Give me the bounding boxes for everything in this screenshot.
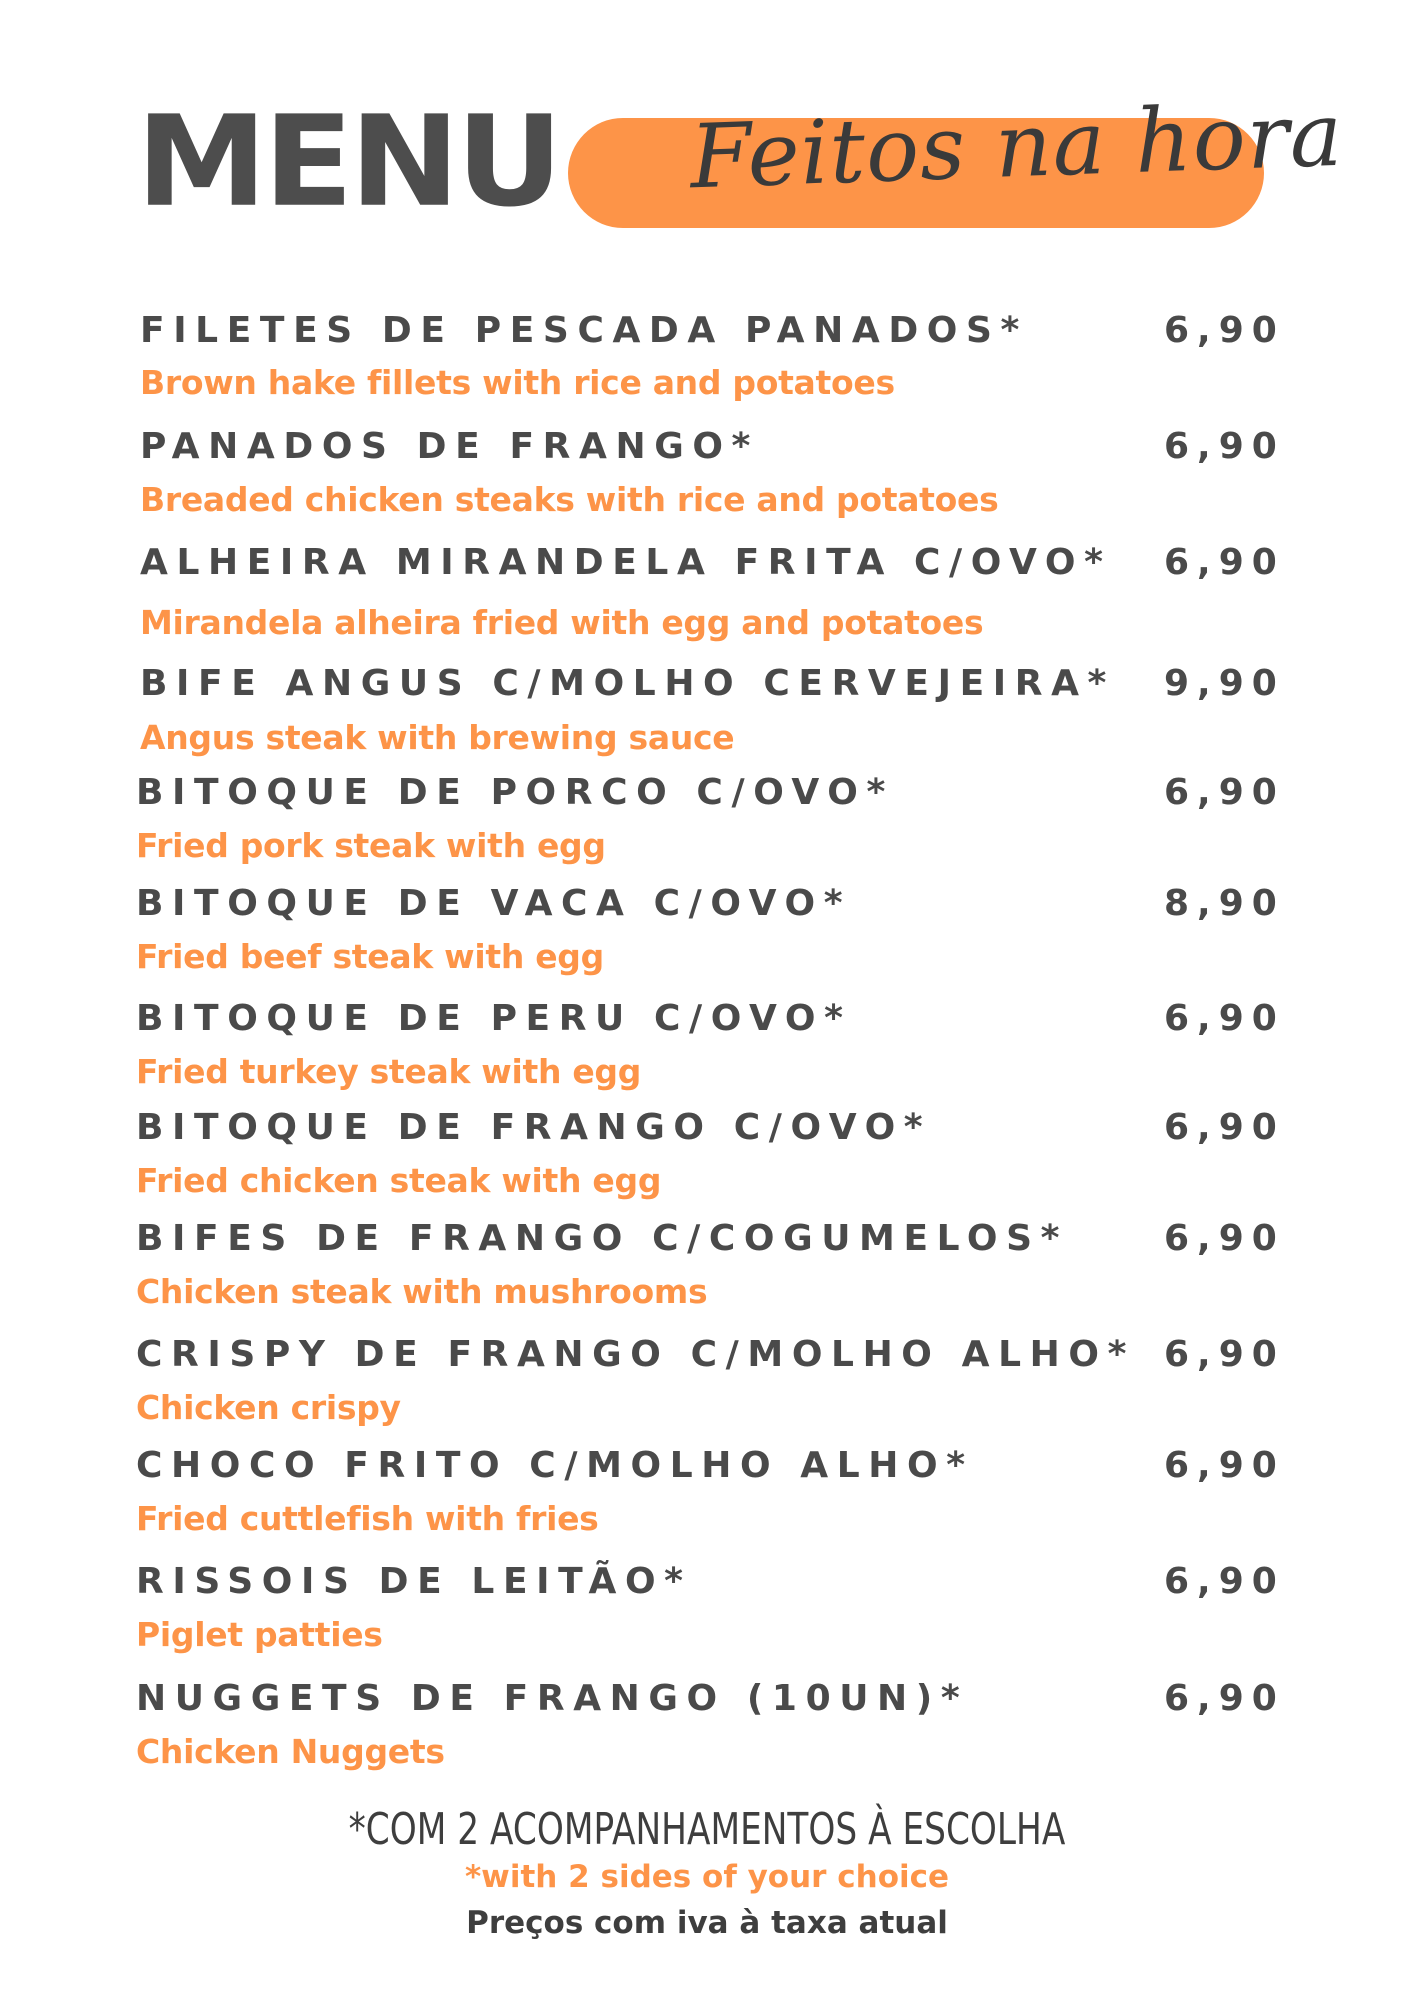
tagline: Feitos na hora [688, 82, 1345, 209]
item-description: Fried turkey steak with egg [136, 1052, 642, 1091]
item-price: 6,90 [1164, 310, 1285, 351]
item-name: ALHEIRA MIRANDELA FRITA C/OVO* [140, 542, 1112, 583]
item-description: Fried pork steak with egg [136, 826, 606, 865]
item-price: 6,90 [1164, 1107, 1285, 1148]
item-description: Chicken crispy [136, 1388, 401, 1427]
item-name: NUGGETS DE FRANGO (10UN)* [136, 1678, 969, 1719]
tax-note: Preços com iva à taxa atual [466, 1905, 948, 1941]
item-price: 6,90 [1164, 426, 1285, 467]
item-name: CRISPY DE FRANGO C/MOLHO ALHO* [136, 1334, 1136, 1375]
item-description: Chicken steak with mushrooms [136, 1272, 708, 1311]
item-price: 6,90 [1164, 1445, 1285, 1486]
item-description: Mirandela alheira fried with egg and potatoes [140, 603, 984, 642]
item-description: Fried cuttlefish with fries [136, 1499, 599, 1538]
menu-title: MENU [136, 88, 560, 236]
item-price: 6,90 [1164, 772, 1285, 813]
item-name: BITOQUE DE PERU C/OVO* [136, 998, 852, 1039]
item-description: Chicken Nuggets [136, 1732, 445, 1771]
item-description: Fried chicken steak with egg [136, 1161, 662, 1200]
item-name: BITOQUE DE PORCO C/OVO* [136, 772, 894, 813]
item-name: BITOQUE DE VACA C/OVO* [136, 883, 852, 924]
item-description: Angus steak with brewing sauce [140, 718, 735, 757]
item-price: 6,90 [1164, 542, 1285, 583]
item-name: BIFES DE FRANGO C/COGUMELOS* [136, 1218, 1069, 1259]
item-description: Breaded chicken steaks with rice and potatoes [140, 480, 999, 519]
item-description: Fried beef steak with egg [136, 937, 604, 976]
item-price: 6,90 [1164, 1678, 1285, 1719]
item-name: CHOCO FRITO C/MOLHO ALHO* [136, 1445, 974, 1486]
item-description: Piglet patties [136, 1615, 383, 1654]
item-description: Brown hake fillets with rice and potatoes [140, 363, 895, 402]
item-name: RISSOIS DE LEITÃO* [136, 1561, 692, 1602]
item-name: BIFE ANGUS C/MOLHO CERVEJEIRA* [140, 663, 1115, 704]
item-price: 6,90 [1164, 1561, 1285, 1602]
item-name: FILETES DE PESCADA PANADOS* [140, 310, 1028, 351]
item-price: 6,90 [1164, 1218, 1285, 1259]
item-name: BITOQUE DE FRANGO C/OVO* [136, 1107, 932, 1148]
item-price: 6,90 [1164, 1334, 1285, 1375]
item-price: 6,90 [1164, 998, 1285, 1039]
sides-note: *COM 2 ACOMPANHAMENTOS À ESCOLHA [348, 1804, 1066, 1855]
item-price: 8,90 [1164, 883, 1285, 924]
item-name: PANADOS DE FRANGO* [140, 426, 759, 467]
sides-note-english: *with 2 sides of your choice [464, 1859, 950, 1895]
item-price: 9,90 [1164, 663, 1285, 704]
